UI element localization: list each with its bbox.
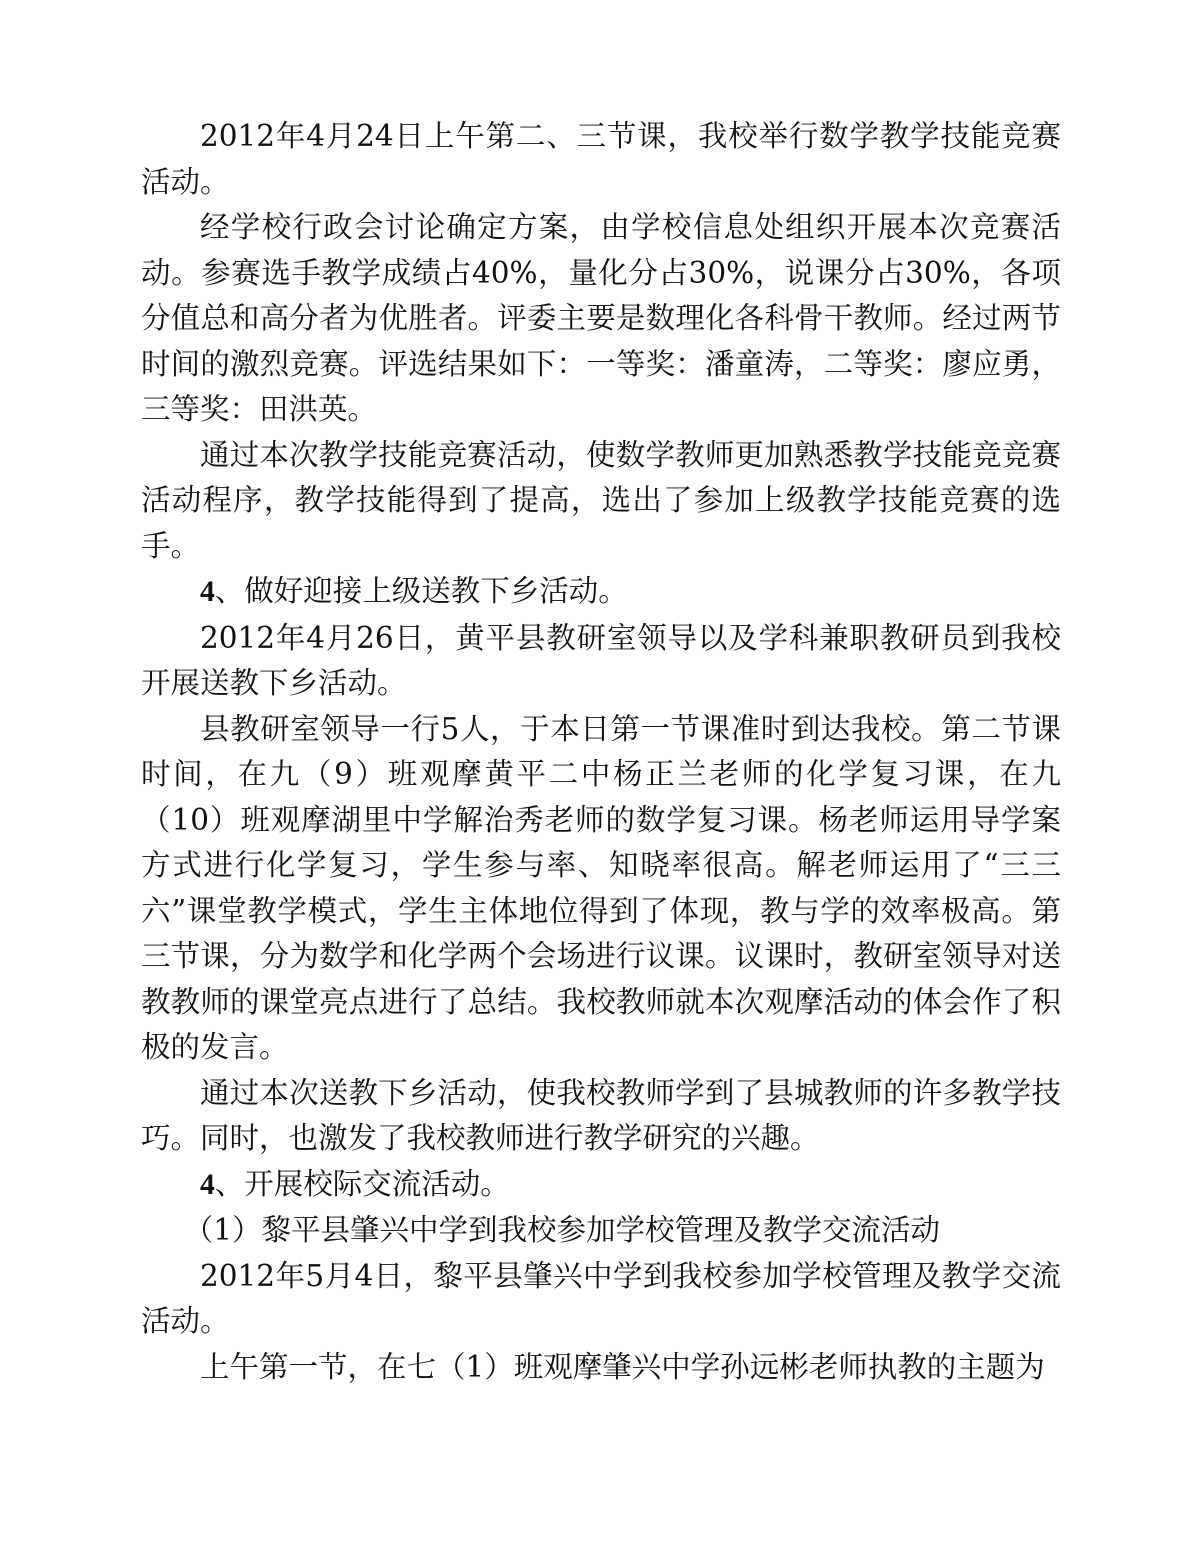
paragraph-outreach-date: 2012年4月26日，黄平县教研室领导以及学科兼职教研员到我校开展送教下乡活动。 — [141, 620, 1061, 700]
section-heading-outreach — [141, 569, 1061, 616]
paragraph-contest-outcome: 通过本次教学技能竞赛活动，使数学教师更加熟悉教学技能竞竞赛活动程序，教学技能得到了提高，选出了参加上级教学技能竞赛的选手。 — [141, 437, 1061, 563]
subheading-exchange-1: （1）黎平县肇兴中学到我校参加学校管理及教学交流活动 — [183, 1213, 941, 1247]
paragraph-exchange-details: 上午第一节，在七（1）班观摩肇兴中学孙远彬老师执教的主题为 — [200, 1349, 1045, 1384]
section-heading-number: 4 — [200, 1168, 215, 1201]
section-heading-exchange — [141, 1162, 1061, 1209]
paragraph-outreach-details: 县教研室领导一行5人，于本日第一节课准时到达我校。第二节课时间，在九（9）班观摩黄平二中杨正兰老师的化学复习课，在九（10）班观摩湖里中学解治秀老师的数学复习课。杨老师运用导学案方式进行化学复习，学生参与率、知晓率很高。解老师运用了“三三六”课堂教学模式，学生主体地位得到了体现，教与学的效率极高。第三节课，分为数学和化学两个会场进行议课。议课时，教研室领导对送教教师的课堂亮点进行了总结。我校教师就本次观摩活动的体会作了积极的发言。 — [141, 711, 1061, 1064]
paragraph-outreach-outcome: 通过本次送教下乡活动，使我校教师学到了县城教师的许多教学技巧。同时，也激发了我校教师进行教学研究的兴趣。 — [141, 1075, 1061, 1155]
paragraph-contest-scheme: 经学校行政会讨论确定方案，由学校信息处组织开展本次竞赛活动。参赛选手教学成绩占40%，量化分占30%，说课分占30%，各项分值总和高分者为优胜者。评委主要是数理化各科骨干教师。经过两节时间的激烈竞赛。评选结果如下：一等奖：潘童涛，二等奖：廖应勇，三等奖：田洪英。 — [141, 210, 1061, 426]
paragraph-contest-date: 2012年4月24日上午第二、三节课，我校举行数学教学技能竞赛活动。 — [141, 119, 1061, 199]
section-heading-text: 、开展校际交流活动。 — [214, 1166, 510, 1201]
section-heading-number: 4 — [200, 576, 215, 608]
section-heading-text: 、做好迎接上级送教下乡活动。 — [214, 574, 628, 608]
paragraph-exchange-date: 2012年5月4日，黎平县肇兴中学到我校参加学校管理及教学交流活动。 — [141, 1258, 1061, 1338]
document-body — [141, 114, 1061, 1390]
